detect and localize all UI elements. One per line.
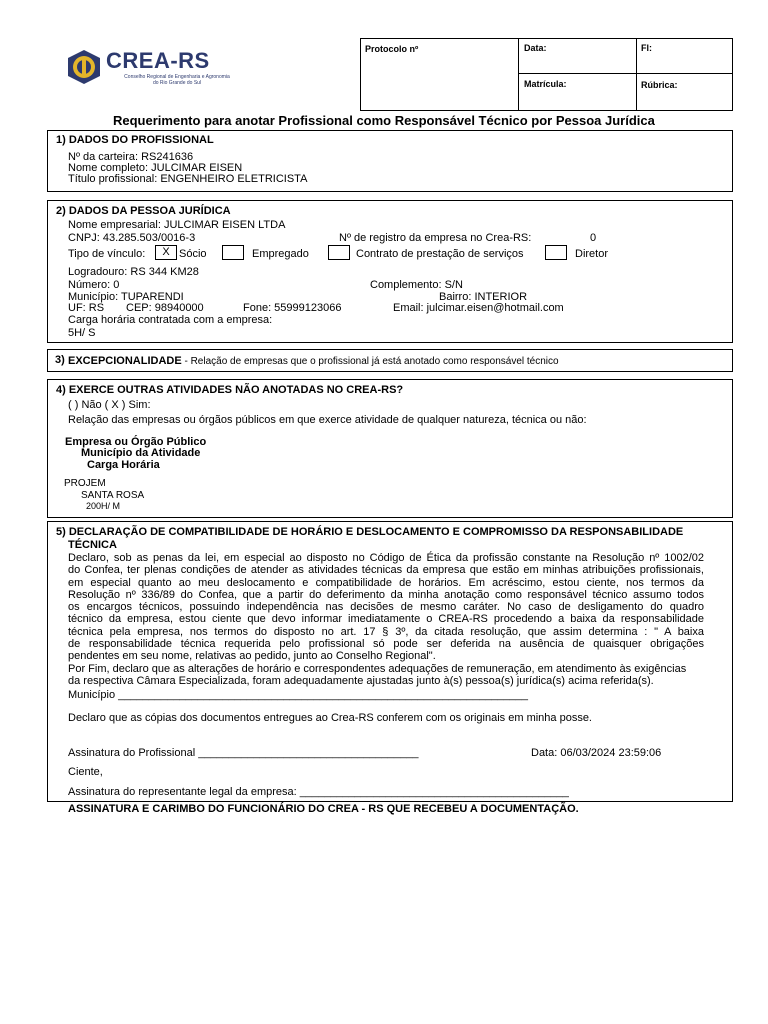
bairro-field: Bairro: INTERIOR: [439, 291, 528, 303]
row-empresa: PROJEM: [64, 478, 106, 489]
declaration-line: técnica pela empresa, nos termos do disposto no art. 17 § 3º, da citada resolução, que assim determina : " A baixa: [68, 625, 704, 638]
copias-statement: Declaro que as cópias dos documentos entregues ao Crea-RS conferem com os originais em minha posse.: [68, 712, 592, 724]
numero-field: Número: 0: [68, 279, 120, 291]
declaration-line: pendentes em seu nome, relativas ao pedido, junto ao Conselho Regional".: [68, 650, 436, 663]
relacao-text: Relação das empresas ou órgãos públicos em que exerce atividade de qualquer natureza, técnica ou não:: [68, 414, 587, 426]
declaration-line: do Confea, ter plenas condições de atender as atividades técnicas da empresa que estão em minhas atribuições profissionais,: [68, 564, 704, 577]
declaration-line: técnico da empresa, estou ciente que devo informar imediatamente o CREA-RS procedendo a baixa da responsabilidade: [68, 613, 704, 626]
vinculo-contrato-label: Contrato de prestação de serviços: [356, 248, 524, 260]
ciente-label: Ciente,: [68, 766, 103, 778]
titulo-field: Título profissional: ENGENHEIRO ELETRICISTA: [68, 173, 308, 185]
vinculo-empregado-checkbox[interactable]: [222, 245, 244, 260]
section-1-title: 1) DADOS DO PROFISSIONAL: [56, 134, 214, 146]
carga-value: 5H/ S: [68, 327, 96, 339]
section-4-title: 4) EXERCE OUTRAS ATIVIDADES NÃO ANOTADAS NO CREA-RS?: [56, 384, 404, 396]
declaration-line: os encargos técnicos, possuindo independência nas decisões de mesmo caráter. No caso de desligamento do quadro: [68, 601, 704, 614]
declaration-line: em especial quanto ao meu deslocamento e compatibilidade de horários. Em acréscimo, estou ciente, nos termos da: [68, 576, 704, 589]
section-5-title-line2: TÉCNICA: [68, 539, 117, 551]
registro-label: Nº de registro da empresa no Crea-RS:: [339, 232, 532, 244]
vinculo-label: Tipo de vínculo:: [68, 248, 146, 260]
logo-subtitle: Conselho Regional de Engenharia e Agronomia do Rio Grande do Sul: [124, 74, 230, 86]
declaration-line: de responsabilidade técnica requerida pelo profissional só pode ser deferida na ausência de quaisquer obrigações: [68, 638, 704, 651]
vinculo-diretor-label: Diretor: [575, 248, 609, 260]
complemento-field: Complemento: S/N: [370, 279, 463, 291]
section-5-title-line1: 5) DECLARAÇÃO DE COMPATIBILIDADE DE HORÁRIO E DESLOCAMENTO E COMPROMISSO DA RESPONSABILIDADE: [56, 526, 684, 538]
vinculo-contrato-checkbox[interactable]: [328, 245, 350, 260]
row-municipio: SANTA ROSA: [81, 490, 145, 501]
carteira-field: Nº da carteira: RS241636: [68, 151, 194, 163]
data-timestamp: Data: 06/03/2024 23:59:06: [531, 747, 662, 759]
matricula-label: Matrícula:: [524, 79, 567, 89]
vinculo-socio-label: Sócio: [179, 248, 207, 260]
logo-text: CREA-RS: [106, 48, 210, 73]
municipio-field: Município: TUPARENDI: [68, 291, 184, 303]
data-label: Data:: [524, 43, 547, 53]
nome-empresarial-field: Nome empresarial: JULCIMAR EISEN LTDA: [68, 219, 286, 231]
assinatura-representante: Assinatura do representante legal da empresa: ____________________________________________: [68, 786, 569, 798]
vinculo-empregado-label: Empregado: [252, 248, 309, 260]
crea-rs-emblem-icon: [66, 49, 102, 85]
declaration-line: da respectiva Câmara Especializada, foram adequadamente ajustadas junto à(s) pessoa(s) jurídica(s) acima referida(s).: [68, 674, 654, 687]
section-3-number: 3): [55, 354, 65, 366]
document-title: Requerimento para anotar Profissional como Responsável Técnico por Pessoa Jurídica: [113, 113, 655, 128]
logradouro-field: Logradouro: RS 344 KM28: [68, 266, 199, 278]
cnpj-field: CNPJ: 43.285.503/0016-3: [68, 232, 196, 244]
atividades-options: ( ) Não ( X ) Sim:: [68, 399, 151, 411]
col-municipio-header: Município da Atividade: [81, 447, 201, 459]
declaration-line: Por Fim, declaro que as alterações de horário e correspondentes adequações de remuneração, em atendimento às exigências: [68, 662, 687, 675]
carga-label: Carga horária contratada com a empresa:: [68, 314, 273, 326]
municipio-signature-line: Município ___________________________________________________________________: [68, 689, 529, 701]
protocol-table: [360, 38, 733, 111]
nome-field: Nome completo: JULCIMAR EISEN: [68, 162, 243, 174]
uf-field: UF: RS: [68, 302, 105, 314]
vinculo-diretor-checkbox[interactable]: [545, 245, 567, 260]
declaration-line: Declaro, sob as penas da lei, em especial ao disposto no Código de Ética da profissão constante na Resolução nº 1002/02: [68, 552, 704, 564]
rubrica-label: Rúbrica:: [641, 80, 678, 90]
col-carga-header: Carga Horária: [87, 459, 160, 471]
section-2-title: 2) DADOS DA PESSOA JURÍDICA: [56, 205, 231, 217]
fl-label: Fl:: [641, 43, 652, 53]
cep-field: CEP: 98940000: [126, 302, 204, 314]
registro-value: 0: [590, 232, 597, 244]
protocolo-label: Protocolo nº: [365, 44, 419, 54]
funcionario-signature-label: ASSINATURA E CARIMBO DO FUNCIONÁRIO DO CREA - RS QUE RECEBEU A DOCUMENTAÇÃO.: [68, 803, 579, 815]
section-3-title: EXCEPCIONALIDADE - Relação de empresas que o profissional já está anotado como responsável técnico: [68, 355, 559, 367]
declaration-text: [68, 552, 704, 687]
declaration-line: Resolução nº 336/89 do Confea, que a partir do deferimento da minha anotação como responsável técnico assumo todos: [68, 588, 704, 601]
vinculo-socio-checkbox[interactable]: X: [155, 245, 177, 260]
col-empresa-header: Empresa ou Órgão Público: [65, 436, 207, 448]
email-field: Email: julcimar.eisen@hotmail.com: [393, 302, 564, 314]
assinatura-profissional: Assinatura do Profissional ____________________________________: [68, 747, 419, 759]
fone-field: Fone: 55999123066: [243, 302, 342, 314]
row-carga: 200H/ M: [86, 501, 121, 511]
